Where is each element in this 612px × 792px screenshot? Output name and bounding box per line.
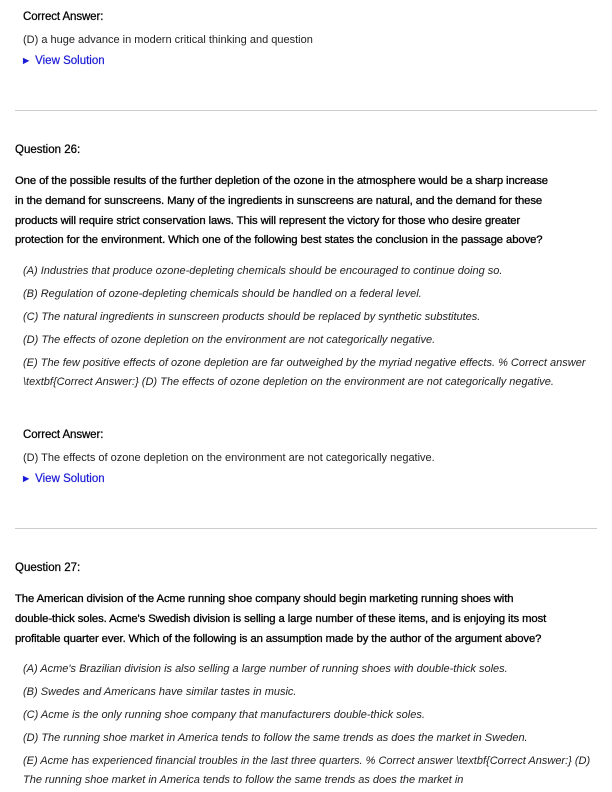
- correct-answer-label: Correct Answer:: [23, 429, 104, 441]
- answer-option-c[interactable]: (C) Acme is the only running shoe company that manufacturers double-thick soles.: [23, 709, 425, 721]
- passage-line: in the demand for sunscreens. Many of the ingredients in sunscreens are natural, and the demand for these: [15, 194, 543, 207]
- passage-line: One of the possible results of the further depletion of the ozone in the atmosphere would be a sharp increase: [15, 175, 548, 187]
- answer-option-d[interactable]: (D) The running shoe market in America tends to follow the same trends as does the market in Sweden.: [23, 732, 528, 744]
- question-passage: [15, 172, 605, 251]
- passage-line: products will require strict conservation laws. This will represent the victory for those who desire greater: [15, 214, 521, 227]
- answer-option-c[interactable]: (C) The natural ingredients in sunscreen products should be replaced by synthetic substitutes.: [23, 311, 481, 323]
- triangle-right-icon: ▶: [23, 56, 30, 65]
- passage-line: profitable quarter ever. Which of the following is an assumption made by the author of the argument above?: [15, 632, 542, 645]
- view-solution-label: View Solution: [35, 55, 105, 67]
- question-title: Question 27:: [15, 562, 81, 574]
- correct-answer-text: (D) The effects of ozone depletion on the environment are not categorically negative.: [23, 452, 435, 464]
- passage-line: double-thick soles. Acme's Swedish division is selling a large number of these items, and is enjoying its most: [15, 612, 547, 625]
- view-solution-link[interactable]: [23, 473, 105, 485]
- question-passage: [15, 590, 605, 649]
- answer-option-a[interactable]: (A) Industries that produce ozone-depleting chemicals should be encouraged to continue doing so.: [23, 265, 503, 277]
- triangle-right-icon: ▶: [23, 474, 30, 483]
- answer-option-b[interactable]: (B) Swedes and Americans have similar tastes in music.: [23, 686, 297, 698]
- answer-option-a[interactable]: (A) Acme's Brazilian division is also selling a large number of running shoes with double-thick soles.: [23, 663, 508, 675]
- section-divider: [15, 110, 597, 111]
- question-title: Question 26:: [15, 144, 81, 156]
- answer-option-b[interactable]: (B) Regulation of ozone-depleting chemicals should be handled on a federal level.: [23, 288, 422, 300]
- view-solution-link[interactable]: [23, 55, 105, 67]
- answer-option-e[interactable]: (E) Acme has experienced financial troubles in the last three quarters. % Correct answer \textbf{Correct Answer:} (D) The running shoe market in America tends to follow the same trends as does the market in: [23, 755, 591, 786]
- passage-line: The American division of the Acme running shoe company should begin marketing running shoes with: [15, 593, 514, 605]
- answer-option-e[interactable]: (E) The few positive effects of ozone depletion are far outweighed by the myriad negative effects. % Correct answer \textbf{Correct Answer:} (D) The effects of ozone depletion on the environment are not categorically negative.: [23, 357, 586, 388]
- correct-answer-text: (D) a huge advance in modern critical thinking and question: [23, 34, 313, 46]
- passage-line: protection for the environment. Which one of the following best states the conclusion in the passage above?: [15, 234, 543, 247]
- correct-answer-label: Correct Answer:: [23, 11, 104, 23]
- answer-option-d[interactable]: (D) The effects of ozone depletion on the environment are not categorically negative.: [23, 334, 436, 346]
- view-solution-label: View Solution: [35, 473, 105, 485]
- section-divider: [15, 528, 597, 529]
